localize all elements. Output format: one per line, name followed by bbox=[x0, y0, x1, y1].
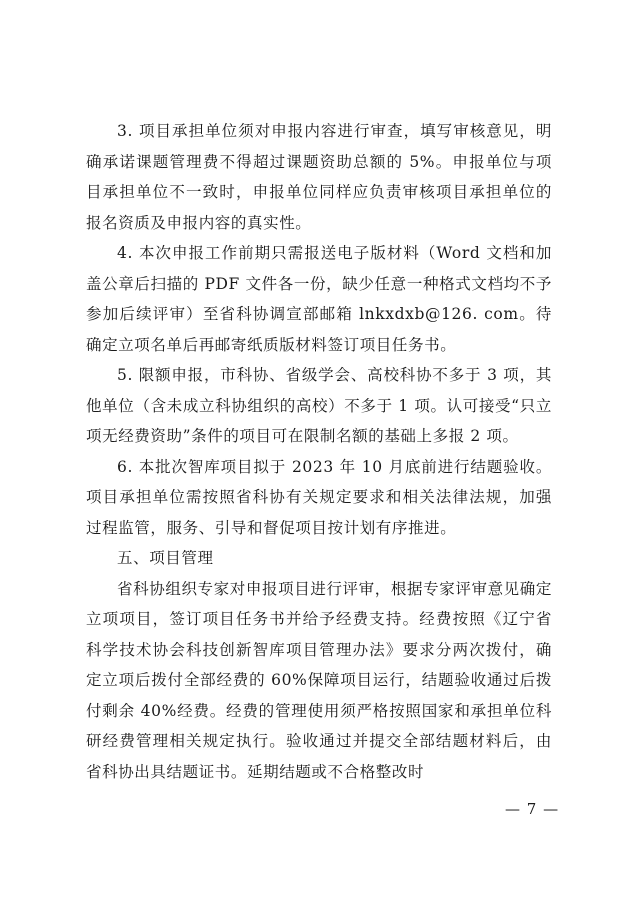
paragraph-project-management: 省科协组织专家对申报项目进行评审，根据专家评审意见确定立项项目，签订项目任务书并给予经费支持。经费按照《辽宁省科学技术协会科技创新智库项目管理办法》要求分两次拨付，确定立项后拨付全部经费的 60%保障项目运行，结题验收通过后拨付剩余 40%经费。经费的管理使用须严格按照国家和承担单位科研经费管理相关规定执行。验收通过并提交全部结题材料后，由省科协出具结题证书。延期结题或不合格整改时 bbox=[86, 579, 552, 781]
paragraph-item-5: 5. 限额申报，市科协、省级学会、高校科协不多于 3 项，其他单位（含未成立科协组织的高校）不多于 1 项。认可接受“只立项无经费资助”条件的项目可在限制名额的基础上多报 2 项。 bbox=[86, 366, 552, 445]
section-heading-project-management: 五、项目管理 bbox=[117, 549, 214, 567]
paragraph-item-3: 3. 项目承担单位须对申报内容进行审查，填写审核意见，明确承诺课题管理费不得超过课题资助总额的 5%。申报单位与项目承担单位不一致时，申报单位同样应负责审核项目承担单位的报名资质及申报内容的真实性。 bbox=[86, 122, 552, 232]
paragraph-item-6: 6. 本批次智库项目拟于 2023 年 10 月底前进行结题验收。项目承担单位需按照省科协有关规定要求和相关法律法规，加强过程监管，服务、引导和督促项目按计划有序推进。 bbox=[86, 457, 552, 537]
document-body bbox=[86, 116, 552, 787]
page-number: — 7 — bbox=[505, 800, 560, 818]
paragraph-item-4: 4. 本次申报工作前期只需报送电子版材料（Word 文档和加盖公章后扫描的 PDF 文件各一份，缺少任意一种格式文档均不予参加后续评审）至省科协调宣部邮箱 lnkxdxb@126. com。待确定立项名单后再邮寄纸质版材料签订项目任务书。 bbox=[86, 244, 552, 354]
